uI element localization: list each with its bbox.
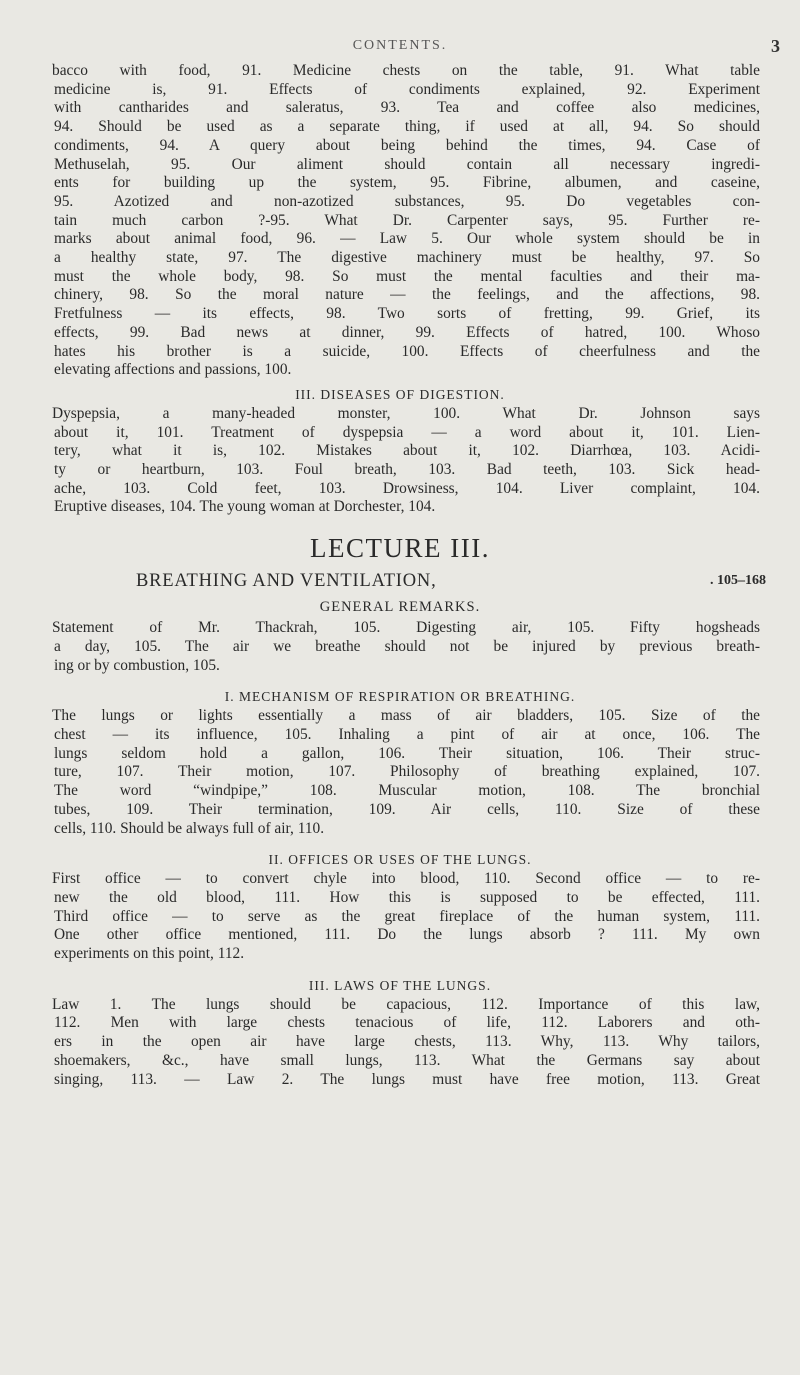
text-line: 95. Azotized and non-azotized substances, 95. Do vegetables con- xyxy=(54,192,760,210)
text-line: 112. Men with large chests tenacious of life, 112. Laborers and oth- xyxy=(54,1014,760,1032)
lecture-subtitle-row xyxy=(0,567,800,595)
section-heading-diseases: III. DISEASES OF DIGESTION. xyxy=(295,386,505,402)
text-line: One other office mentioned, 111. Do the lungs absorb ? 111. My own xyxy=(54,926,760,944)
laws-paragraph xyxy=(0,996,800,1090)
text-line: must the whole body, 98. So must the mental faculties and their ma- xyxy=(54,267,760,285)
section-heading-general: GENERAL REMARKS. xyxy=(319,599,481,616)
text-line: with cantharides and saleratus, 93. Tea and coffee also medicines, xyxy=(54,99,760,117)
text-line: Methuselah, 95. Our aliment should contain all necessary ingredi- xyxy=(54,155,760,173)
running-head xyxy=(0,38,800,62)
text-line: Fretfulness — its effects, 98. Two sorts of fretting, 99. Grief, its xyxy=(54,305,760,323)
text-line: shoemakers, &c., have small lungs, 113. What the Germans say about xyxy=(54,1051,760,1069)
text-line: a day, 105. The air we breathe should not be injured by previous breath- xyxy=(54,637,760,655)
mechanism-paragraph xyxy=(0,707,800,838)
text-line: tery, what it is, 102. Mistakes about it, 102. Diarrhœa, 103. Acidi- xyxy=(54,442,760,460)
text-line: cells, 110. Should be always full of air, 110. xyxy=(54,819,325,837)
text-line: condiments, 94. A query about being behind the times, 94. Case of xyxy=(54,136,760,154)
section-heading-offices: II. OFFICES OR USES OF THE LUNGS. xyxy=(268,852,532,868)
text-line: The lungs or lights essentially a mass of air bladders, 105. Size of the xyxy=(52,707,760,725)
section-heading-laws: III. LAWS OF THE LUNGS. xyxy=(308,977,492,993)
text-line: hates his brother is a suicide, 100. Effects of cheerfulness and the xyxy=(54,342,760,360)
text-line: elevating affections and passions, 100. xyxy=(54,361,292,379)
lecture-page-range: . 105–168 xyxy=(710,573,766,589)
running-title: CONTENTS. xyxy=(352,38,448,53)
text-line: ents for building up the system, 95. Fibrine, albumen, and caseine, xyxy=(54,174,760,192)
text-line: singing, 113. — Law 2. The lungs must have free motion, 113. Great xyxy=(54,1070,760,1088)
page-content xyxy=(0,62,800,1089)
text-line: chinery, 98. So the moral nature — the feelings, and the affections, 98. xyxy=(54,286,760,304)
text-line: 94. Should be used as a separate thing, if used at all, 94. So should xyxy=(54,118,760,136)
diseases-paragraph xyxy=(0,405,800,517)
text-line: new the old blood, 111. How this is supposed to be effected, 111. xyxy=(54,888,760,906)
text-line: Law 1. The lungs should be capacious, 112. Importance of this law, xyxy=(52,995,760,1013)
text-line: ing or by combustion, 105. xyxy=(54,656,220,674)
text-line: The word “windpipe,” 108. Muscular motion, 108. The bronchial xyxy=(54,782,760,800)
lecture-subtitle: BREATHING AND VENTILATION, xyxy=(136,571,437,592)
text-line: Eruptive diseases, 104. The young woman at Dorchester, 104. xyxy=(54,498,436,516)
text-line: Third office — to serve as the great fireplace of the human system, 111. xyxy=(54,907,760,925)
text-line: effects, 99. Bad news at dinner, 99. Effects of hatred, 100. Whoso xyxy=(54,323,760,341)
offices-paragraph xyxy=(0,870,800,964)
lecture-title: LECTURE III. xyxy=(310,533,490,564)
general-paragraph xyxy=(0,619,800,675)
page-number: 3 xyxy=(771,36,780,56)
text-line: a healthy state, 97. The digestive machinery must be healthy, 97. So xyxy=(54,249,760,267)
text-line: tain much carbon ?-95. What Dr. Carpenter says, 95. Further re- xyxy=(54,211,760,229)
text-line: bacco with food, 91. Medicine chests on the table, 91. What table xyxy=(52,62,760,79)
text-line: tubes, 109. Their termination, 109. Air cells, 110. Size of these xyxy=(54,800,760,818)
text-line: Statement of Mr. Thackrah, 105. Digesting air, 105. Fifty hogsheads xyxy=(52,619,760,637)
digestion-laws-paragraph xyxy=(0,62,800,380)
text-line: experiments on this point, 112. xyxy=(54,945,245,963)
text-line: ty or heartburn, 103. Foul breath, 103. Bad teeth, 103. Sick head- xyxy=(54,461,760,479)
text-line: ture, 107. Their motion, 107. Philosophy of breathing explained, 107. xyxy=(54,763,760,781)
text-line: about it, 101. Treatment of dyspepsia — a word about it, 101. Lien- xyxy=(54,423,760,441)
text-line: chest — its influence, 105. Inhaling a pint of air at once, 106. The xyxy=(54,725,760,743)
text-line: lungs seldom hold a gallon, 106. Their situation, 106. Their struc- xyxy=(54,744,760,762)
text-line: ache, 103. Cold feet, 103. Drowsiness, 104. Liver complaint, 104. xyxy=(54,479,760,497)
text-line: First office — to convert chyle into blood, 110. Second office — to re- xyxy=(52,870,760,888)
text-line: medicine is, 91. Effects of condiments explained, 92. Experiment xyxy=(54,80,760,98)
text-line: Dyspepsia, a many-headed monster, 100. What Dr. Johnson says xyxy=(52,404,760,422)
text-line: ers in the open air have large chests, 113. Why, 113. Why tailors, xyxy=(54,1033,760,1051)
text-line: marks about animal food, 96. — Law 5. Our whole system should be in xyxy=(54,230,760,248)
section-heading-mechanism: I. MECHANISM OF RESPIRATION OR BREATHING. xyxy=(224,689,576,705)
